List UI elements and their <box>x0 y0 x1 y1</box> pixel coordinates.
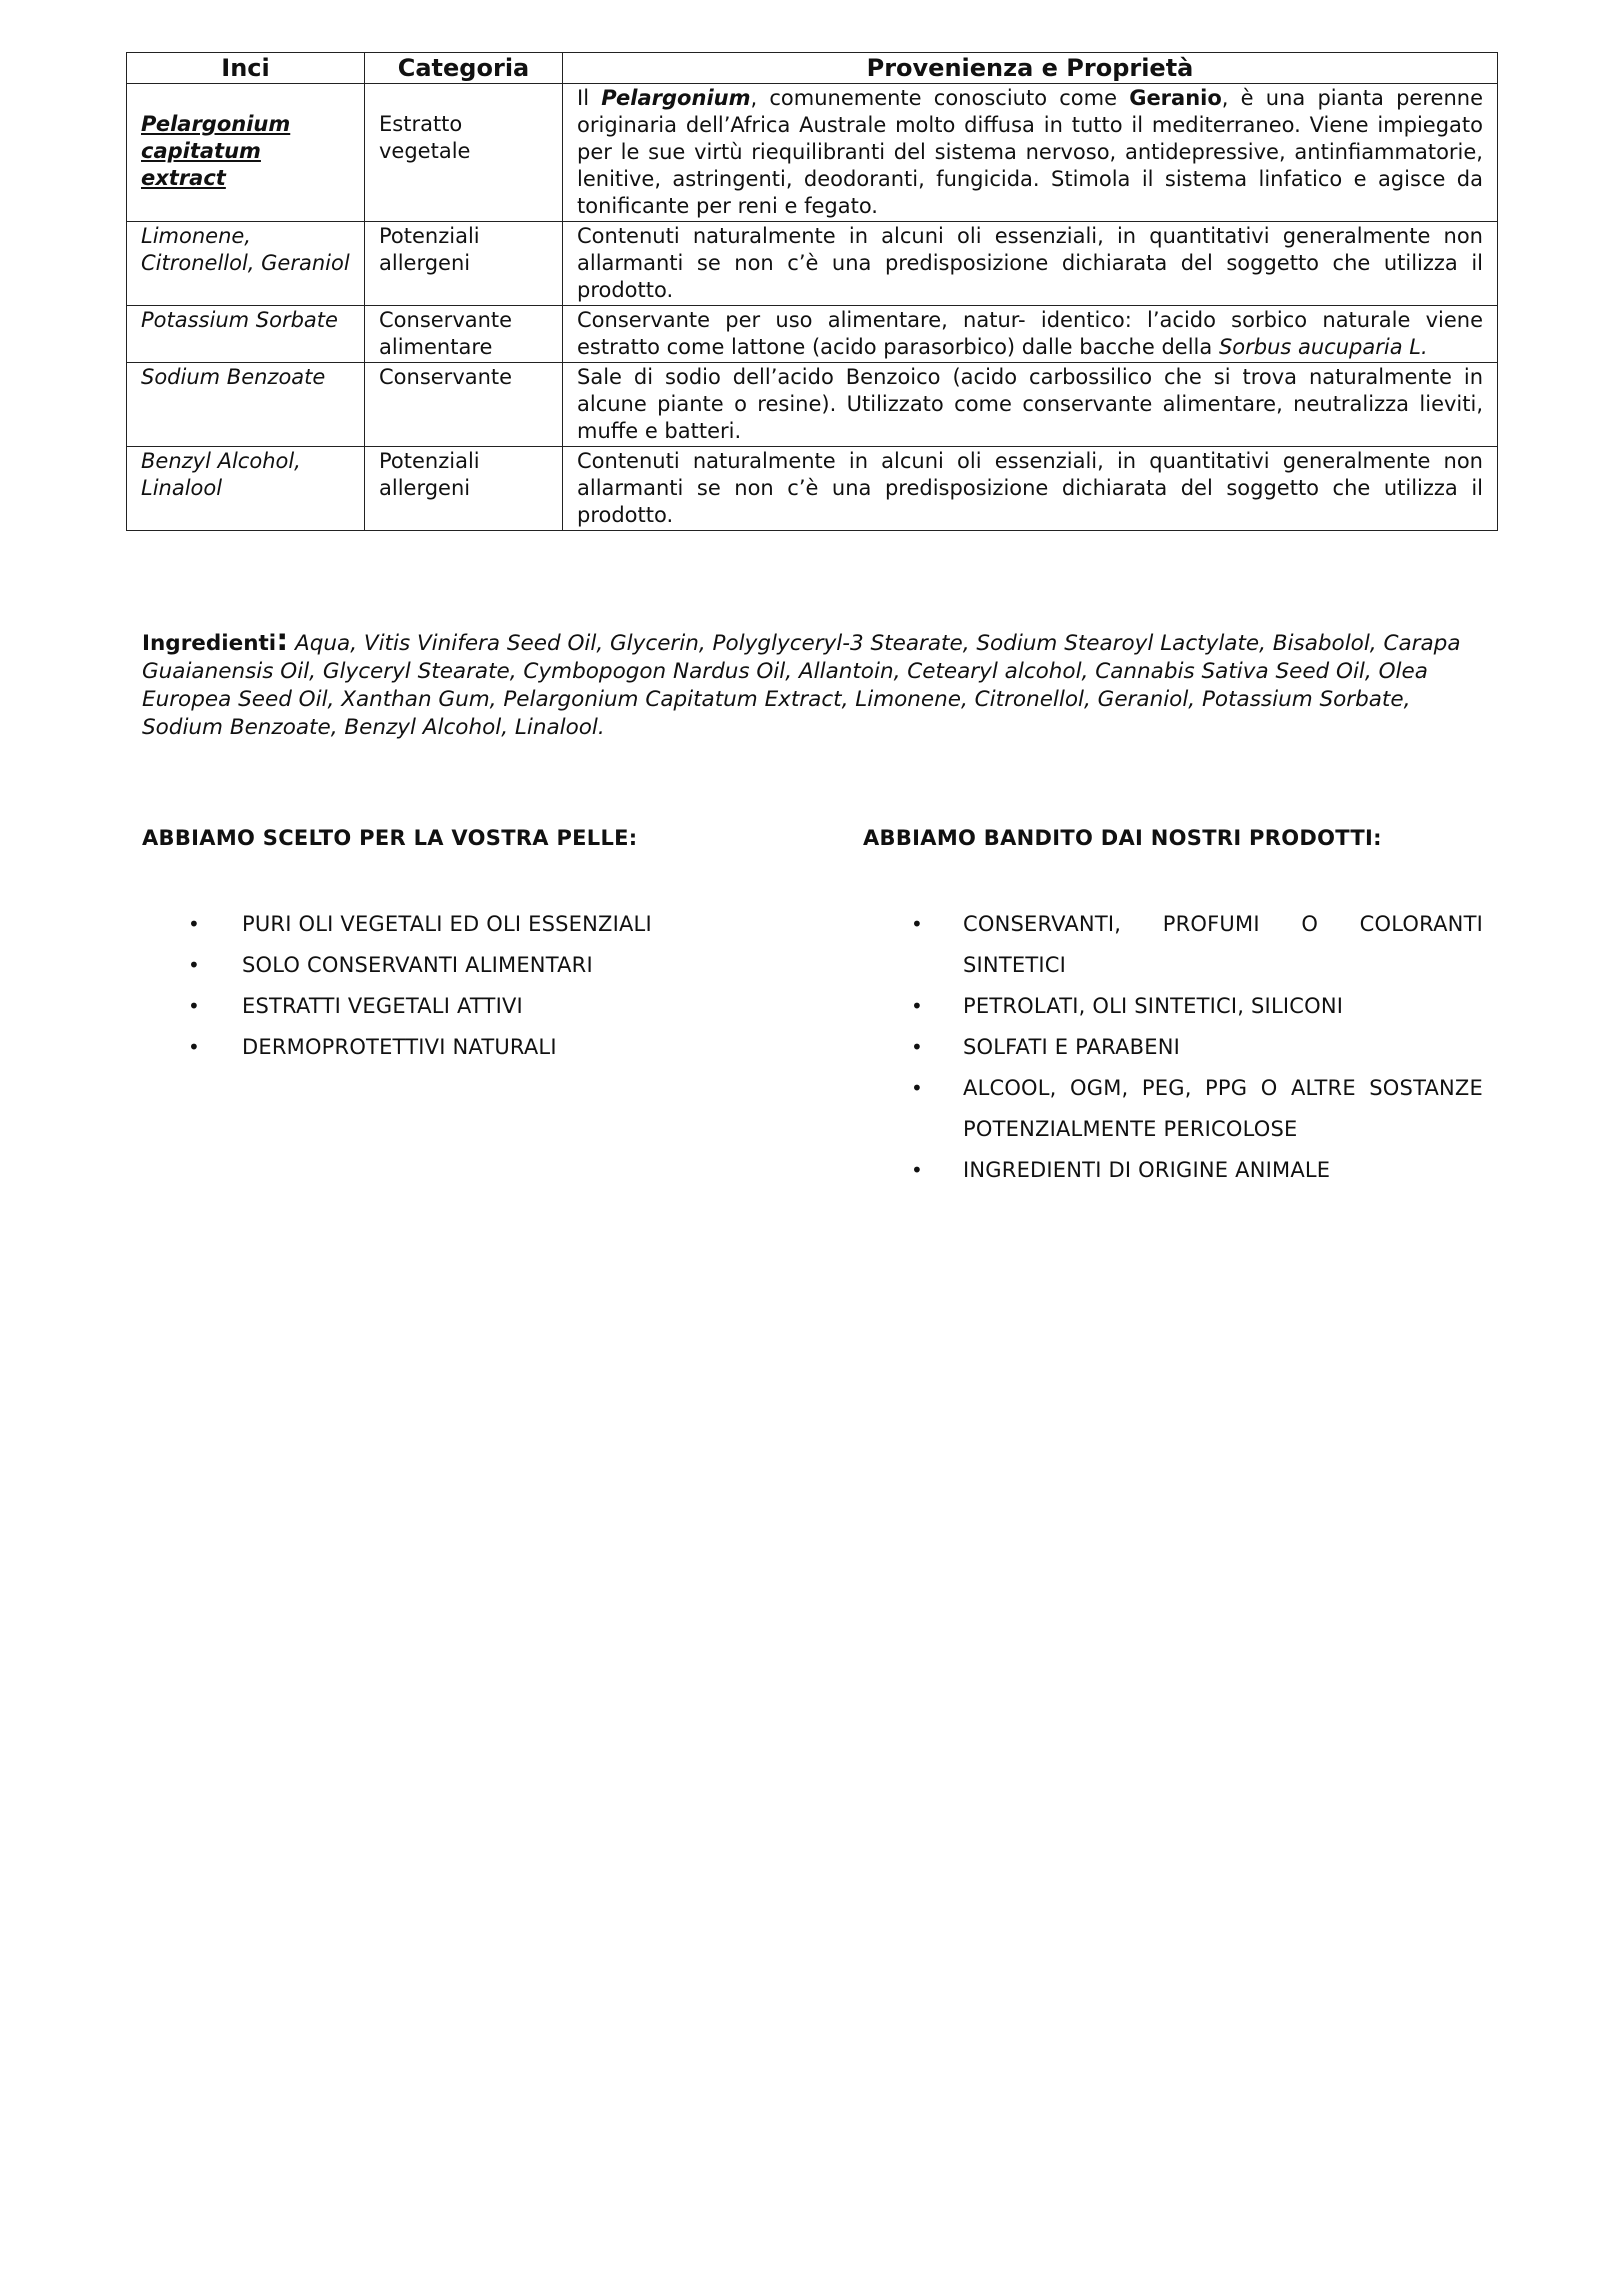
header-inci: Inci <box>127 53 365 84</box>
prov-text-part: , comunemente conosciuto come <box>750 86 1130 110</box>
table-row <box>127 222 1498 306</box>
table-row <box>127 447 1498 531</box>
provenienza-text: Sale di sodio dell’acido Benzoico (acido carbossilico che si trova naturalmente in alcune piante o resine). Utilizzato come conservante alimentare, neutralizza lieviti, muffe e batteri. <box>563 363 1498 447</box>
inci-name: Benzyl Alcohol, Linalool <box>127 447 365 531</box>
banned-title: ABBIAMO BANDITO DAI NOSTRI PRODOTTI: <box>863 826 1382 850</box>
ingredients-paragraph <box>142 623 1494 742</box>
header-categoria: Categoria <box>365 53 563 84</box>
categoria-name: Potenziali allergeni <box>365 447 563 531</box>
list-item-text: PURI OLI VEGETALI ED OLI ESSENZIALI <box>242 912 652 936</box>
provenienza-cell <box>563 306 1498 363</box>
ingredients-list: Aqua, Vitis Vinifera Seed Oil, Glycerin, Polyglyceryl-3 Stearate, Sodium Stearoyl Lactylate, Bisabolol, Carapa Guaianensis Oil, Glyceryl Stearate, Cymbopogon Nardus Oil, Allantoin, Cetearyl alcohol, Cannabis Sativa Seed Oil, Olea Europea Seed Oil, Xanthan Gum, Pelargonium Capitatum Extract, Limonene, Citronellol, Geraniol, Potassium Sorbate, Sodium Benzoate, Benzyl Alcohol, Linalool. <box>142 631 1461 740</box>
bullet-icon: • <box>188 1035 200 1059</box>
chosen-title: ABBIAMO SCELTO PER LA VOSTRA PELLE: <box>142 826 638 850</box>
table-row <box>127 363 1498 447</box>
chosen-list <box>142 904 762 1068</box>
inci-name: Sodium Benzoate <box>127 363 365 447</box>
ingredients-label: Ingredienti <box>142 631 277 656</box>
inci-name: Pelargonium capitatum extract <box>141 112 291 190</box>
prov-text-part: , è una pianta perenne originaria dell’Africa Australe molto diffusa in tutto il mediterraneo. Viene impiegato per le sue virtù riequilibranti del sistema nervoso, antidepressive, antinfiammatorie, lenitive, astringenti, deodoranti, fungicida. Stimola il sistema linfatico e agisce da tonificante per reni e fegato. <box>577 86 1483 218</box>
list-item-text: CONSERVANTI, PROFUMI O COLORANTI SINTETICI <box>963 912 1483 977</box>
banned-section <box>863 826 1483 1191</box>
inci-name: Potassium Sorbate <box>127 306 365 363</box>
provenienza-cell <box>563 84 1498 222</box>
bullet-icon: • <box>911 912 923 936</box>
list-item-text: ALCOOL, OGM, PEG, PPG O ALTRE SOSTANZE POTENZIALMENTE PERICOLOSE <box>963 1076 1483 1141</box>
table-row <box>127 306 1498 363</box>
prov-text-part: Il <box>577 86 602 110</box>
prov-emphasis: Sorbus aucuparia L. <box>1218 335 1428 359</box>
categoria-name: Conservante alimentare <box>365 306 563 363</box>
bullet-icon: • <box>911 1158 923 1182</box>
categoria-name: Estratto vegetale <box>379 112 471 163</box>
table-row <box>127 84 1498 222</box>
list-item <box>863 986 1483 1027</box>
inci-name: Limonene, Citronellol, Geraniol <box>127 222 365 306</box>
ingredients-colon: : <box>276 623 289 658</box>
ingredients-table <box>126 52 1498 531</box>
inci-cell <box>127 84 365 222</box>
list-item-text: SOLO CONSERVANTI ALIMENTARI <box>242 953 593 977</box>
bullet-icon: • <box>911 994 923 1018</box>
provenienza-text: Contenuti naturalmente in alcuni oli essenziali, in quantitativi generalmente non allarmanti se non c’è una predisposizione dichiarata del soggetto che utilizza il prodotto. <box>563 447 1498 531</box>
prov-emphasis: Pelargonium <box>601 86 751 110</box>
chosen-section <box>142 826 762 1068</box>
list-item-text: PETROLATI, OLI SINTETICI, SILICONI <box>963 994 1344 1018</box>
list-item <box>142 1027 762 1068</box>
table-header-row <box>127 53 1498 84</box>
prov-text-part: Conservante per uso alimentare, natur- identico: l’acido sorbico naturale viene estratto come lattone (acido parasorbico) dalle bacche della <box>577 308 1483 359</box>
categoria-cell <box>365 84 563 222</box>
list-item <box>863 1027 1483 1068</box>
list-item <box>863 1150 1483 1191</box>
list-item <box>863 1068 1483 1150</box>
prov-emphasis: Geranio <box>1129 86 1222 110</box>
bullet-icon: • <box>188 953 200 977</box>
list-item-text: ESTRATTI VEGETALI ATTIVI <box>242 994 523 1018</box>
list-item <box>142 904 762 945</box>
list-item-text: INGREDIENTI DI ORIGINE ANIMALE <box>963 1158 1331 1182</box>
provenienza-text: Contenuti naturalmente in alcuni oli essenziali, in quantitativi generalmente non allarmanti se non c’è una predisposizione dichiarata del soggetto che utilizza il prodotto. <box>563 222 1498 306</box>
banned-list <box>863 904 1483 1191</box>
header-provenienza: Provenienza e Proprietà <box>563 53 1498 84</box>
bullet-icon: • <box>911 1035 923 1059</box>
list-item <box>142 945 762 986</box>
list-item-text: SOLFATI E PARABENI <box>963 1035 1181 1059</box>
list-item <box>142 986 762 1027</box>
bullet-icon: • <box>188 912 200 936</box>
list-item-text: DERMOPROTETTIVI NATURALI <box>242 1035 557 1059</box>
categoria-name: Potenziali allergeni <box>365 222 563 306</box>
bullet-icon: • <box>911 1076 923 1100</box>
categoria-name: Conservante <box>365 363 563 447</box>
bullet-icon: • <box>188 994 200 1018</box>
list-item <box>863 904 1483 986</box>
